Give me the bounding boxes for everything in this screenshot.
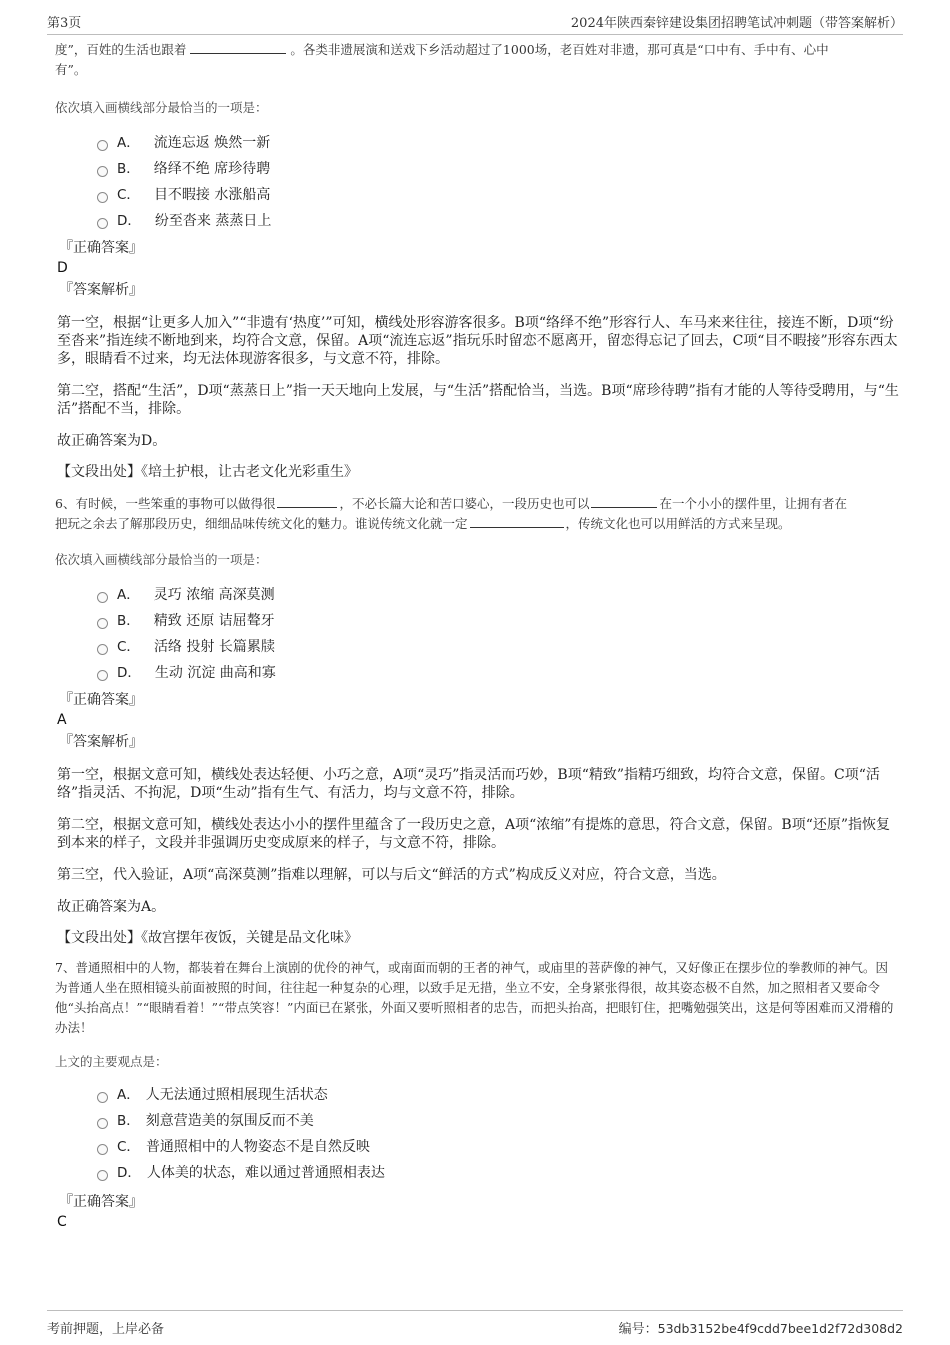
analysis-paragraph: 第二空，根据文意可知，横线处表达小小的摆件里蕴含了一段历史之意，A项“浓缩”有提炼的意思，符合文意，保留。B项“还原”指恢复到本来的样子，文段并非强调历史变成原来的样子，与文意不符，排除。 [57, 817, 891, 851]
blank-line [277, 495, 337, 508]
option-a[interactable]: A． 流连忘返 焕然一新 [55, 130, 900, 156]
option-c[interactable]: C． 活络 投射 长篇累牍 [55, 634, 900, 660]
radio-icon[interactable] [97, 670, 108, 681]
radio-icon[interactable] [97, 1092, 108, 1103]
analysis-conclusion: 故正确答案为A。 [57, 899, 166, 915]
radio-icon[interactable] [97, 618, 108, 629]
answer-label: 『正确答案』 [59, 1194, 143, 1210]
analysis-paragraph: 第一空，根据“让更多人加入”“非遗有‘热度’”可知，横线处形容游客很多。B项“络绎不绝”形容行人、车马来来往往，接连不断，D项“纷至沓来”指连续不断地到来，均符合文意，保留。A项“流连忘返”指玩乐时留恋不愿离开，留恋得忘记了回去，C项“目不暇接”形容东西太多，眼睛看不过来，均无法体现游客很多，与文意不符，排除。 [57, 315, 898, 367]
analysis-label: 『答案解析』 [59, 282, 143, 298]
document-content [55, 40, 900, 1230]
question-5 [55, 40, 900, 482]
question-5-options [55, 130, 900, 234]
radio-icon[interactable] [97, 166, 108, 177]
document-id: 编号：53db3152be4f9cdd7bee1d2f72d308d2 [618, 1321, 903, 1337]
option-a[interactable]: A． 灵巧 浓缩 高深莫测 [55, 582, 900, 608]
radio-icon[interactable] [97, 1170, 108, 1181]
analysis-paragraph: 第三空，代入验证，A项“高深莫测”指难以理解，可以与后文“鲜活的方式”构成反义对应，符合文意，当选。 [57, 867, 726, 883]
blank-line [190, 41, 286, 54]
question-7 [55, 958, 900, 1230]
radio-icon[interactable] [97, 140, 108, 151]
analysis-paragraph: 第二空，搭配“生活”，D项“蒸蒸日上”指一天天地向上发展，与“生活”搭配恰当，当选。B项“席珍待聘”指有才能的人等待受聘用，与“生活”搭配不当，排除。 [57, 383, 899, 417]
option-b[interactable]: B． 络绎不绝 席珍待聘 [55, 156, 900, 182]
question-7-prompt: 上文的主要观点是： [55, 1054, 168, 1069]
blank-line [591, 495, 657, 508]
source-citation: 【文段出处】《培土护根，让古老文化光彩重生》 [57, 464, 358, 480]
source-citation: 【文段出处】《故宫摆年夜饭，关键是品文化味》 [57, 930, 358, 946]
option-c[interactable]: C． 普通照相中的人物姿态不是自然反映 [55, 1134, 900, 1160]
radio-icon[interactable] [97, 592, 108, 603]
footer-slogan: 考前押题，上岸必备 [47, 1322, 165, 1337]
question-7-options [55, 1082, 900, 1186]
question-6-stem: 6、有时候，一些笨重的事物可以做得很 ，不必长篇大论和苦口婆心，一段历史也可以 在一个小小的摆件里，让拥有者在 把玩之余去了解那段历史，细细品味传统文化的魅力。谁说传统文化就一定 ，传统文化也可以用鲜活的方式来呈现。 [55, 496, 847, 531]
analysis-label: 『答案解析』 [59, 734, 143, 750]
question-6-options [55, 582, 900, 686]
option-b[interactable]: B． 精致 还原 诘屈聱牙 [55, 608, 900, 634]
radio-icon[interactable] [97, 1144, 108, 1155]
radio-icon[interactable] [97, 218, 108, 229]
analysis-conclusion: 故正确答案为D。 [57, 433, 167, 449]
blank-line [470, 515, 564, 528]
answer-label: 『正确答案』 [59, 692, 143, 708]
answer-label: 『正确答案』 [59, 240, 143, 256]
option-d[interactable]: D． 人体美的状态，难以通过普通照相表达 [55, 1160, 900, 1186]
document-title: 2024年陕西秦锌建设集团招聘笔试冲刺题（带答案解析） [570, 16, 903, 31]
question-5-stem: 度”，百姓的生活也跟着 。各类非遗展演和送戏下乡活动超过了1000场，老百姓对非遗，那可真是“口中有、手中有、心中 有”。 [55, 42, 829, 77]
question-6 [55, 494, 900, 948]
question-7-stem: 7、普通照相中的人物，都装着在舞台上演剧的优伶的神气，或南面而朝的王者的神气，或庙里的菩萨像的神气，又好像正在摆步位的拳教师的神气。因为普通人坐在照相镜头前面被照的时间，往往起一种复杂的心理，以致手足无措，坐立不安，全身紧张得很，故其姿态极不自然，加之照相者又要命令他“头抬高点！”“眼睛看着！”“带点笑容！”内面已在紧张，外面又要听照相者的忠告，而把头抬高，把眼钉住，把嘴勉强笑出，这是何等困难而又滑稽的办法！ [55, 960, 894, 1035]
option-d[interactable]: D． 纷至沓来 蒸蒸日上 [55, 208, 900, 234]
analysis-paragraph: 第一空，根据文意可知，横线处表达轻便、小巧之意，A项“灵巧”指灵活而巧妙，B项“精致”指精巧细致，均符合文意，保留。C项“活络”指灵活、不拘泥，D项“生动”指有生气、有活力，均与文意不符，排除。 [57, 767, 880, 801]
page-header [47, 12, 903, 35]
question-6-prompt: 依次填入画横线部分最恰当的一项是： [55, 552, 268, 567]
option-d[interactable]: D． 生动 沉淀 曲高和寡 [55, 660, 900, 686]
radio-icon[interactable] [97, 192, 108, 203]
option-c[interactable]: C． 目不暇接 水涨船高 [55, 182, 900, 208]
option-a[interactable]: A． 人无法通过照相展现生活状态 [55, 1082, 900, 1108]
answer-value: C [57, 1214, 67, 1230]
answer-value: A [57, 712, 67, 728]
answer-value: D [57, 260, 68, 276]
question-5-prompt: 依次填入画横线部分最恰当的一项是： [55, 100, 268, 115]
radio-icon[interactable] [97, 644, 108, 655]
option-b[interactable]: B． 刻意营造美的氛围反而不美 [55, 1108, 900, 1134]
page-number: 第3页 [47, 16, 82, 31]
radio-icon[interactable] [97, 1118, 108, 1129]
page-footer [47, 1310, 903, 1337]
